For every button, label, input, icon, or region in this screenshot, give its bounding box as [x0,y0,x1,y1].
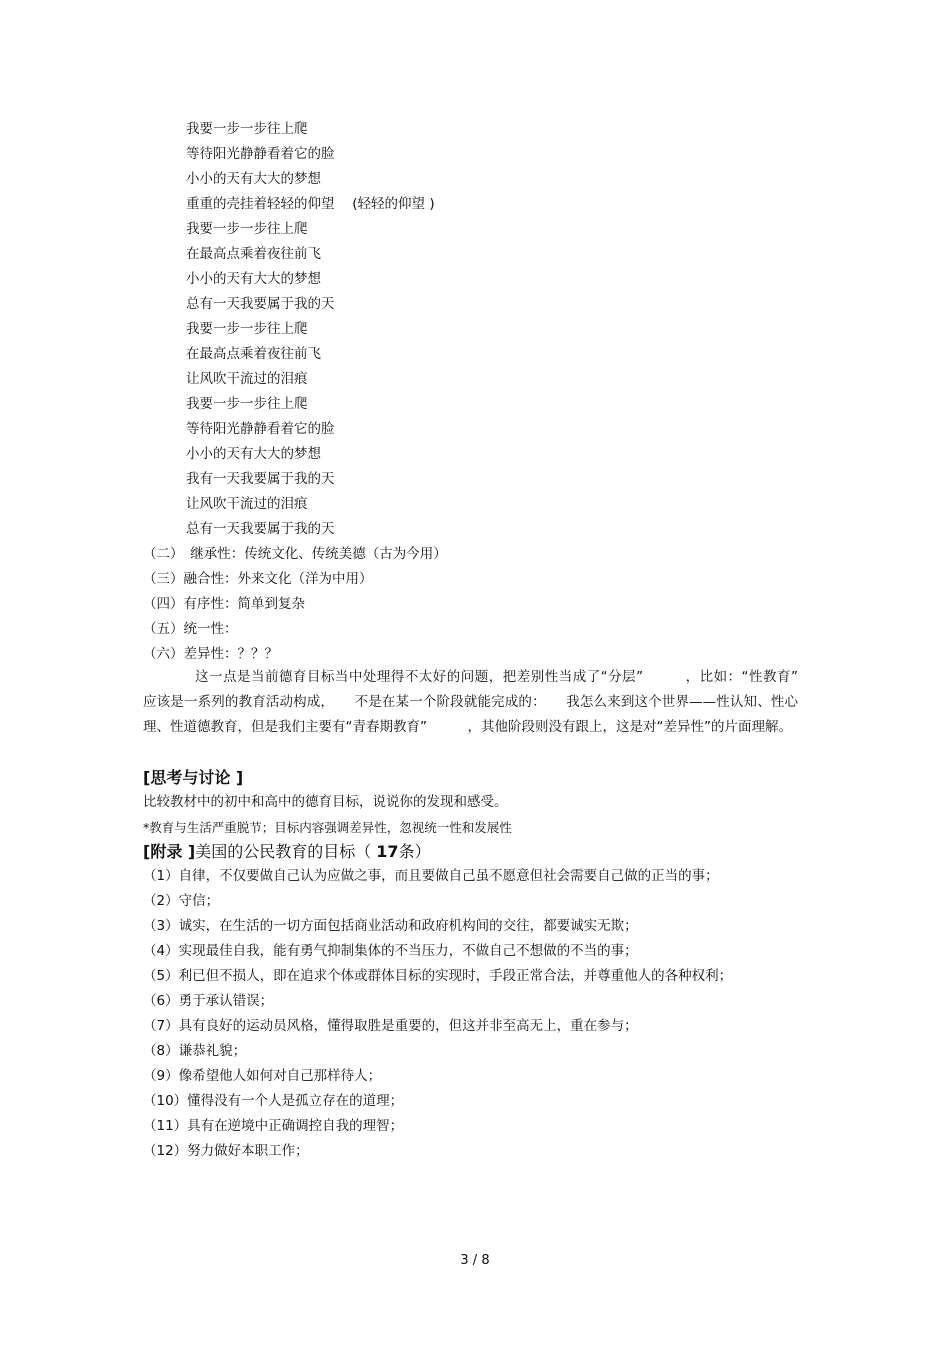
goal-item: （7）具有良好的运动员风格，懂得取胜是重要的，但这并非至高无上，重在参与； [143,1018,638,1034]
goal-item: （2）守信； [143,893,220,909]
goal-item: （11）具有在逆境中正确调控自我的理智； [143,1118,404,1134]
discussion-heading: [思考与讨论 ] [143,768,244,787]
lyric-line: 等待阳光静静看着它的脸 [186,146,335,162]
goal-item: （5）利已但不损人，即在追求个体或群体目标的实现时，手段正常合法，并尊重他人的各种权利； [143,968,733,984]
lyric-line: 让风吹干流过的泪痕 [186,496,308,512]
appendix-count: 17 [376,842,399,861]
property-item: （二） 继承性：传统文化、传统美德（古为今用） [143,546,447,562]
property-item: （六）差异性：？？？ [143,646,278,662]
song-lyrics [186,117,546,542]
goal-item: （12）努力做好本职工作； [143,1143,309,1159]
goal-item: （8）谦恭礼貌； [143,1043,247,1059]
lyric-line: 我要一步一步往上爬 [186,121,308,137]
lyric-line: 小小的天有大大的梦想 [186,171,321,187]
appendix-suffix: 条） [398,842,431,861]
goal-item: （1）自律，不仅要做自己认为应做之事，而且要做自己虽不愿意但社会需要自己做的正当的事； [143,868,719,884]
appendix-title: 美国的公民教育的目标（ [195,842,377,861]
lyric-line: 重重的壳挂着轻轻的仰望 (轻轻的仰望 ) [186,196,435,212]
lyric-line: 在最高点乘着夜往前飞 [186,246,321,262]
goal-item: （9）像希望他人如何对自己那样待人； [143,1068,382,1084]
lyric-line: 小小的天有大大的梦想 [186,271,321,287]
lyric-line: 总有一天我要属于我的天 [186,521,335,537]
goal-item: （4）实现最佳自我，能有勇气抑制集体的不当压力，不做自己不想做的不当的事； [143,943,638,959]
lyric-line: 小小的天有大大的梦想 [186,446,321,462]
goal-item: （10）懂得没有一个人是孤立存在的道理； [143,1093,404,1109]
difference-explanation-paragraph: 这一点是当前德育目标当中处理得不太好的问题，把差别性当成了“分层” ，比如：“性教育” 应该是一系列的教育活动构成， 不是在某一个阶段就能完成的： 我怎么来到这个世界——性认知、性心理、性道德教育，但是我们主要有“青春期教育” ，其他阶段则没有跟上，这是对“差异性”的片面理解。 [143,669,812,735]
lyric-line: 总有一天我要属于我的天 [186,296,335,312]
lyric-line: 等待阳光静静看着它的脸 [186,421,335,437]
lyric-line: 我要一步一步往上爬 [186,396,308,412]
property-item: （五）统一性： [143,621,238,637]
goal-item: （6）勇于承认错误； [143,993,274,1009]
lyric-line: 我有一天我要属于我的天 [186,471,335,487]
lyric-line: 让风吹干流过的泪痕 [186,371,308,387]
appendix-heading [143,841,431,863]
appendix-bracket: [附录 ] [143,842,196,861]
property-item: （三）融合性：外来文化（洋为中用） [143,571,373,587]
lyric-line: 在最高点乘着夜往前飞 [186,346,321,362]
goal-item: （3）诚实，在生活的一切方面包括商业活动和政府机构间的交往，都要诚实无欺； [143,918,638,934]
lyric-line: 我要一步一步往上爬 [186,321,308,337]
discussion-note: *教育与生活严重脱节；目标内容强调差异性，忽视统一性和发展性 [143,820,512,835]
discussion-question: 比较教材中的初中和高中的德育目标，说说你的发现和感受。 [143,794,508,810]
moral-education-properties [143,542,843,667]
page-number: 3 / 8 [460,1253,490,1268]
lyric-line: 我要一步一步往上爬 [186,221,308,237]
property-item: （四）有序性：简单到复杂 [143,596,305,612]
civic-education-goals-list [143,864,753,1164]
